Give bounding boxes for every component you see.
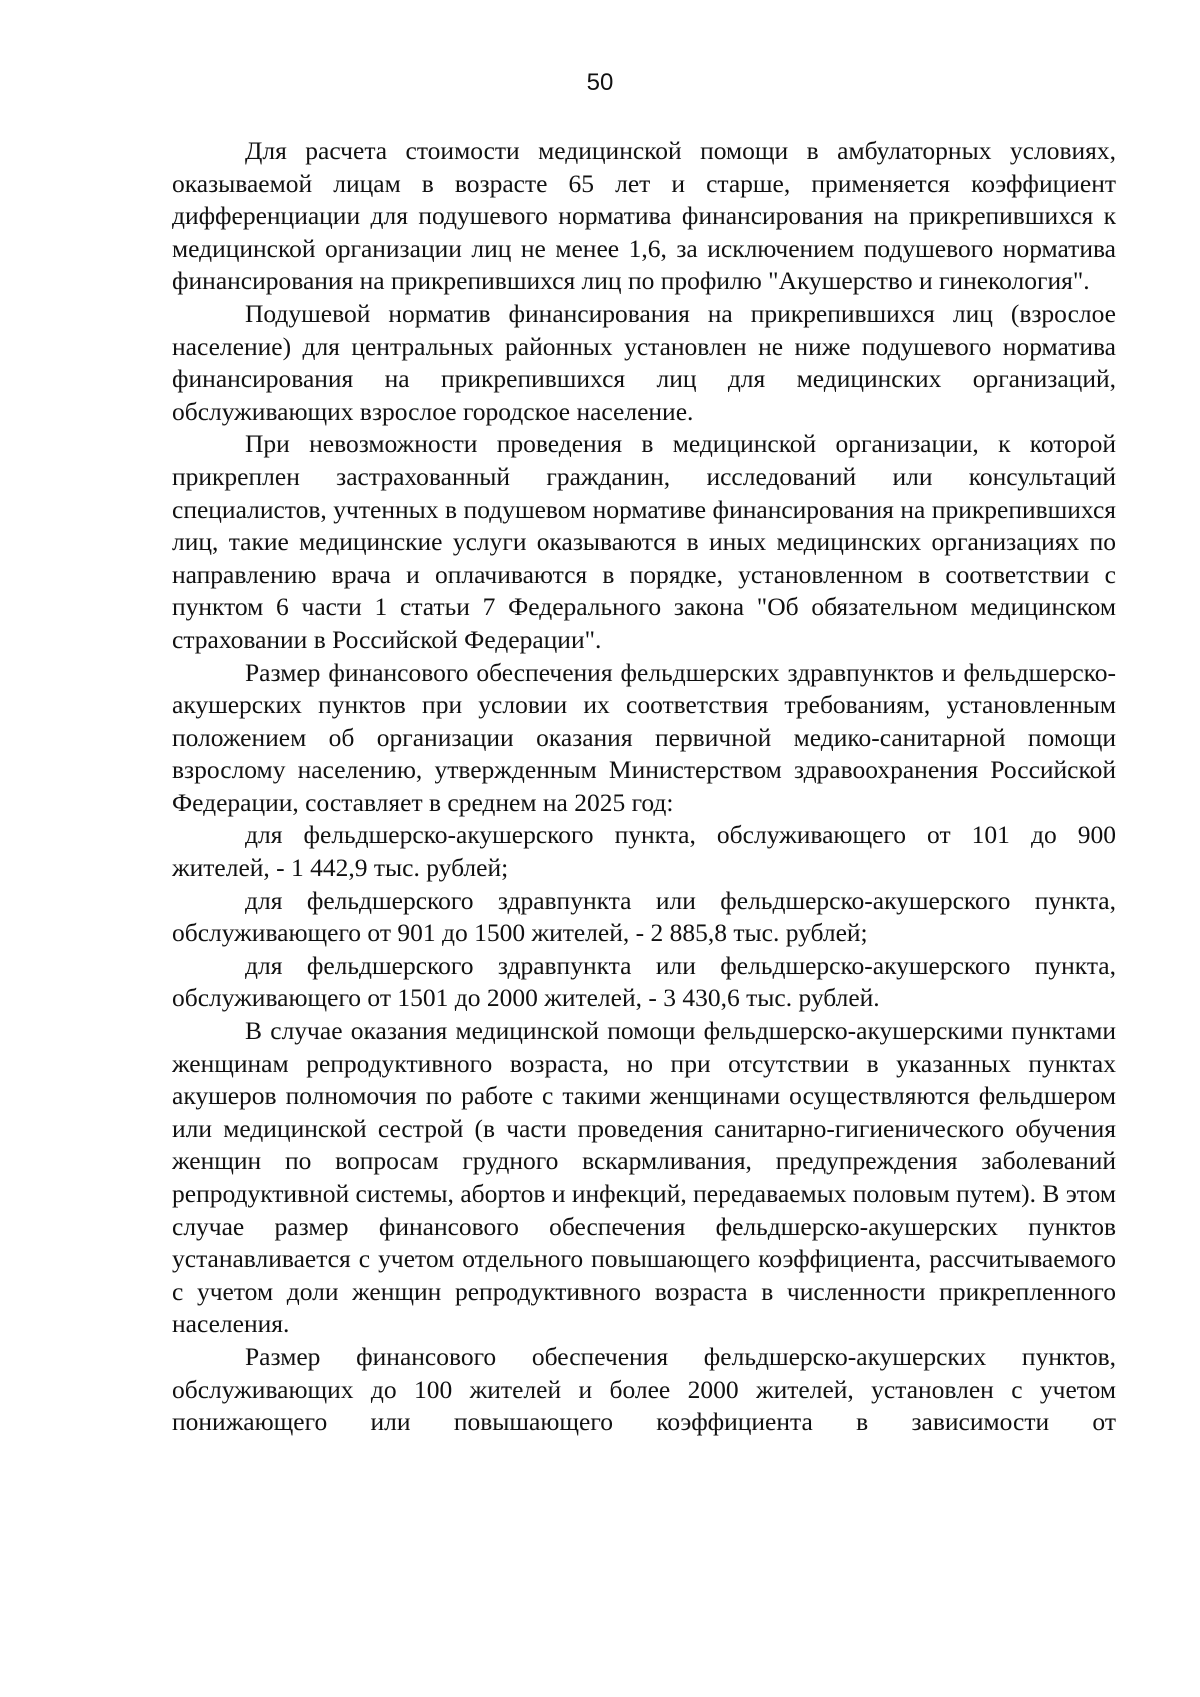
paragraph-reproductive-age: В случае оказания медицинской помощи фельдшерско-акушерскими пунктами женщинам репродуктивного возраста, но при отсутствии в указанных пунктах акушеров полномочия по работе с такими женщинами осуществляются фельдшером или медицинской сестрой (в части проведения санитарно-гигиенического обучения женщин по вопросам грудного вскармливания, предупреждения заболеваний репродуктивной системы, абортов и инфекций, передаваемых половым путем). В этом случае размер финансового обеспечения фельдшерско-акушерских пунктов устанавливается с учетом отдельного повышающего коэффициента, рассчитываемого с учетом доли женщин репродуктивного возраста в численности прикрепленного населения. bbox=[172, 1016, 1116, 1339]
document-body bbox=[172, 135, 1116, 1439]
paragraph-external-services: При невозможности проведения в медицинской организации, к которой прикреплен застрахованный гражданин, исследований или консультаций специалистов, учтенных в подушевом нормативе финансирования на прикрепившихся лиц, такие медицинские услуги оказываются в иных медицинских организациях по направлению врача и оплачиваются в порядке, установленном в соответствии с пунктом 6 части 1 статьи 7 Федерального закона "Об обязательном медицинском страховании в Российской Федерации". bbox=[172, 429, 1116, 654]
paragraph-coefficient-adjustment: Размер финансового обеспечения фельдшерско-акушерских пунктов, обслуживающих до 100 жителей и более 2000 жителей, установлен с учетом понижающего или повышающего коэффициента в зависимости от bbox=[172, 1341, 1116, 1437]
list-item-fap-101-900: для фельдшерско-акушерского пункта, обслуживающего от 101 до 900 жителей, - 1 442,9 тыс. рублей; bbox=[172, 820, 1116, 883]
list-item-fap-1501-2000: для фельдшерского здравпункта или фельдшерско-акушерского пункта, обслуживающего от 1501 до 2000 жителей, - 3 430,6 тыс. рублей. bbox=[172, 950, 1116, 1013]
paragraph-central-district-norm: Подушевой норматив финансирования на прикрепившихся лиц (взрослое население) для центральных районных установлен не ниже подушевого норматива финансирования на прикрепившихся лиц для медицинских организаций, обслуживающих взрослое городское население. bbox=[172, 298, 1116, 426]
list-item-fap-901-1500: для фельдшерского здравпункта или фельдшерско-акушерского пункта, обслуживающего от 901 до 1500 жителей, - 2 885,8 тыс. рублей; bbox=[172, 885, 1116, 948]
page-number: 50 bbox=[586, 69, 614, 96]
paragraph-fap-funding-intro: Размер финансового обеспечения фельдшерских здравпунктов и фельдшерско-акушерских пунктов при условии их соответствия требованиям, установленным положением об организации оказания первичной медико-санитарной помощи взрослому населению, утвержденным Министерством здравоохранения Российской Федерации, составляет в среднем на 2025 год: bbox=[172, 657, 1116, 817]
paragraph-65plus-coefficient: Для расчета стоимости медицинской помощи в амбулаторных условиях, оказываемой лицам в возрасте 65 лет и старше, применяется коэффициент дифференциации для подушевого норматива финансирования на прикрепившихся к медицинской организации лиц не менее 1,6, за исключением подушевого норматива финансирования на прикрепившихся лиц по профилю "Акушерство и гинекология". bbox=[172, 136, 1116, 296]
